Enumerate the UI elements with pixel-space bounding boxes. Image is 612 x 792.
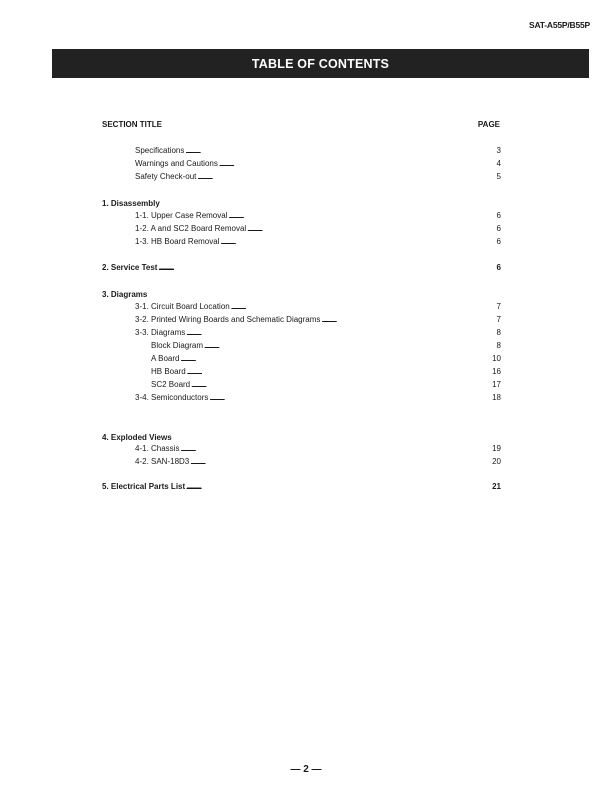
toc-entry-semiconductors[interactable]: 3-4. Semiconductors . . . 18 [135, 393, 501, 404]
toc-entry-upper-case[interactable]: 1-1. Upper Case Removal . . . 6 [135, 211, 501, 222]
toc-entry-warnings[interactable]: Warnings and Cautions . . . 4 [135, 159, 501, 170]
title-banner [52, 49, 589, 78]
toc-entry-block-diagram[interactable]: Block Diagram . . . 8 [151, 341, 501, 352]
toc-entry-sc2-board[interactable]: SC2 Board . . . 17 [151, 380, 501, 391]
model-number: SAT-A55P/B55P [528, 20, 590, 30]
toc-entry-san-18d3[interactable]: 4-2. SAN-18D3 . . . 20 [135, 457, 501, 468]
toc-entry-a-sc2-board[interactable]: 1-2. A and SC2 Board Removal . . . 6 [135, 224, 501, 235]
page-number: — 2 — [290, 764, 322, 775]
section-diagrams: 3. Diagrams [102, 290, 148, 299]
section-title-header: SECTION TITLE [102, 120, 162, 129]
toc-entry-a-board[interactable]: A Board . . . 10 [151, 354, 501, 365]
page-title: TABLE OF CONTENTS [251, 56, 390, 71]
toc-entry-chassis[interactable]: 4-1. Chassis . . . 19 [135, 444, 501, 455]
toc-entry-printed-wiring[interactable]: 3-2. Printed Wiring Boards and Schematic Diagrams . . . 7 [135, 315, 501, 326]
toc-entry-hb-board-removal[interactable]: 1-3. HB Board Removal . . . 6 [135, 237, 501, 248]
section-exploded-views: 4. Exploded Views [102, 433, 172, 442]
toc-entry-hb-board[interactable]: HB Board . . . 16 [151, 367, 501, 378]
toc-entry-circuit-board-location[interactable]: 3-1. Circuit Board Location . . . 7 [135, 302, 501, 313]
toc-entry-service-test[interactable]: 2. Service Test . . . 6 [102, 263, 501, 274]
toc-entry-electrical-parts[interactable]: 5. Electrical Parts List . . . 21 [102, 482, 501, 493]
toc-entry-diagrams[interactable]: 3-3. Diagrams . . . 8 [135, 328, 501, 339]
toc-entry-safety-check[interactable]: Safety Check-out . . . 5 [135, 172, 501, 183]
toc-entry-specifications[interactable]: Specifications . . . 3 [135, 146, 501, 157]
column-header [102, 120, 500, 129]
section-disassembly: 1. Disassembly [102, 199, 160, 208]
page-header: PAGE [477, 120, 500, 129]
